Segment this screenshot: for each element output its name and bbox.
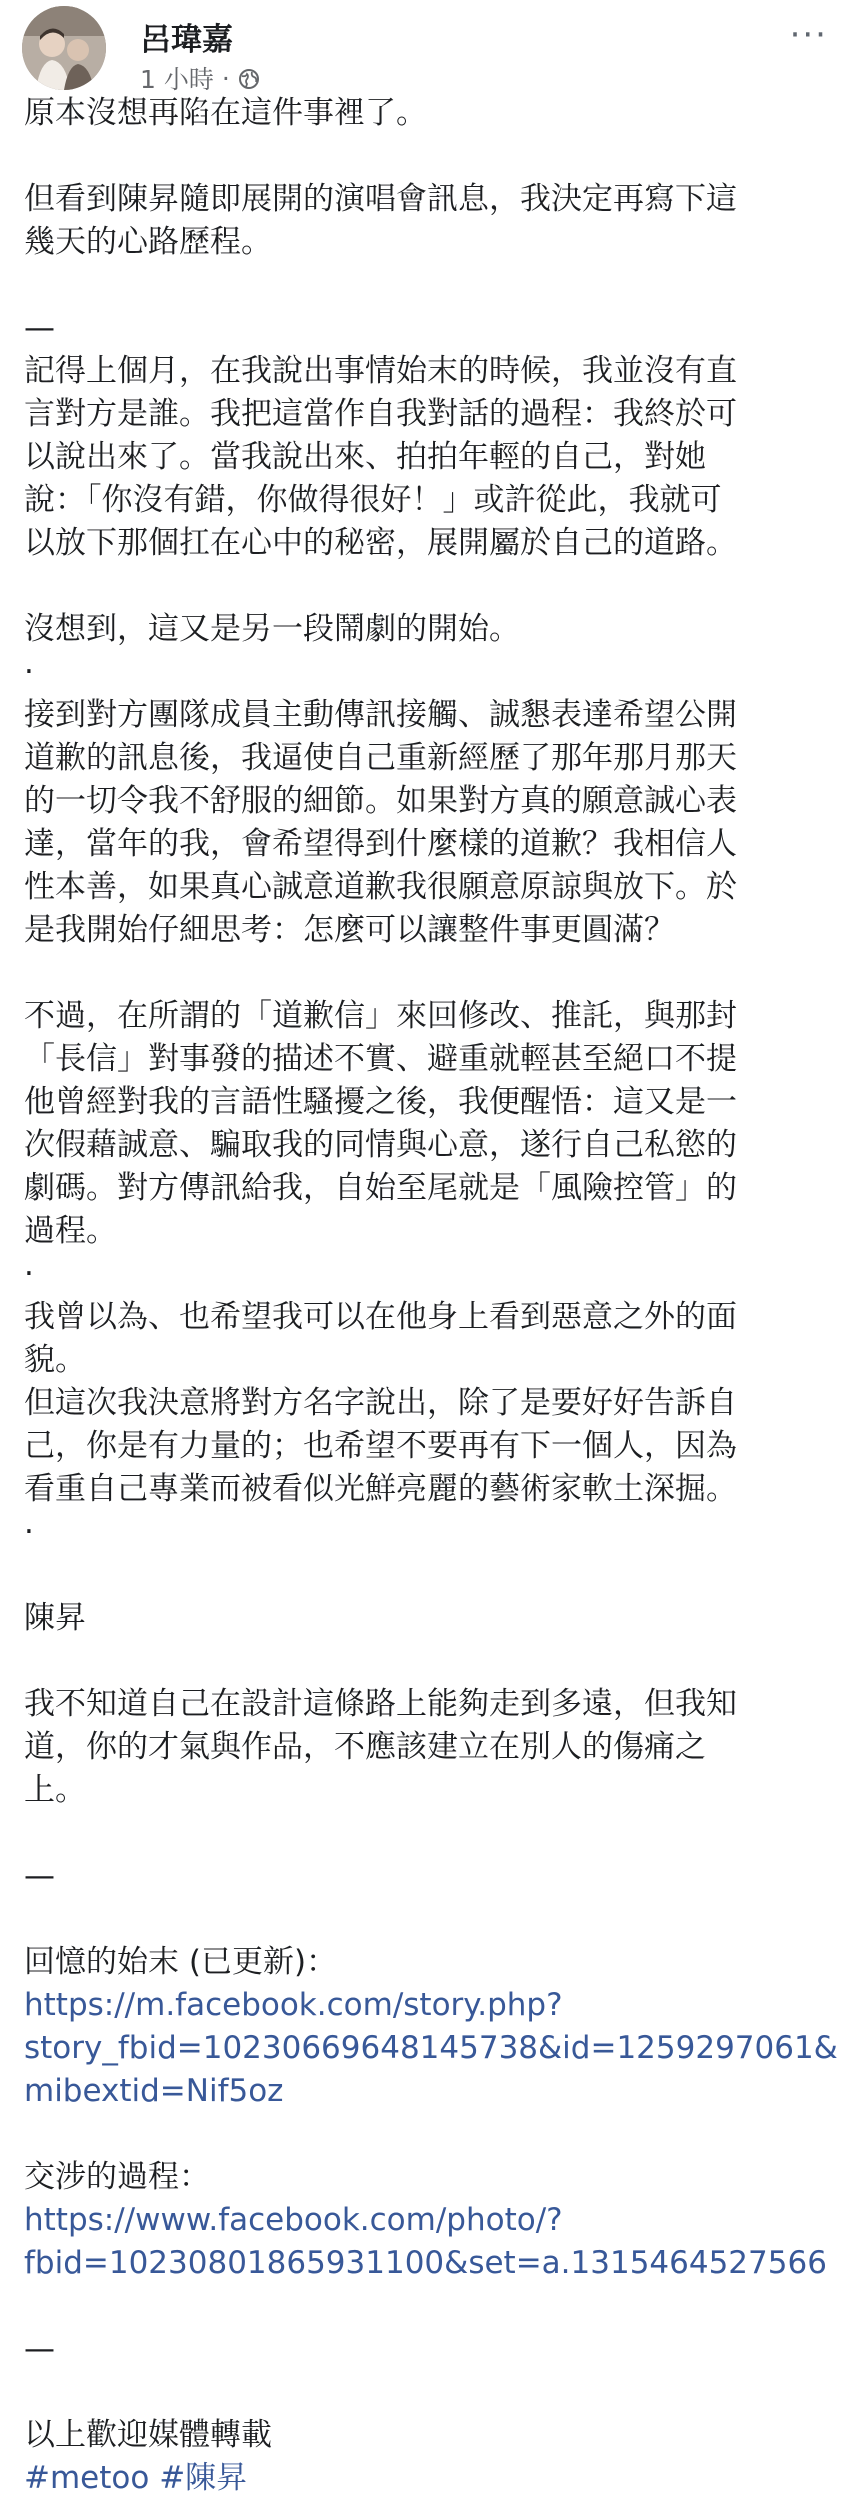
spacer: [24, 2285, 824, 2328]
paragraph: 原本沒想再陷在這件事裡了。: [24, 95, 427, 131]
paragraph: 不過，在所謂的「道歉信」來回修改、推託，與那封 「長信」對事發的描述不實、避重就輕甚至絕口不提 他曾經對我的言語性騷擾之後，我便醒悟：這又是一 次假藉誠意、騙取我的同情與心意，遂行自己私慾的 劇碼。對方傳訊給我，自始至尾就是「風險控管」的 過程。: [24, 998, 737, 1249]
separator-dot: ·: [24, 654, 34, 690]
paragraph: 交涉的過程：: [24, 2159, 210, 2195]
separator-dot: ·: [24, 1256, 34, 1292]
author-avatar[interactable]: [22, 6, 106, 90]
post-body: [24, 92, 838, 2500]
spacer: [24, 1812, 824, 1855]
post-time[interactable]: 1 小時: [140, 65, 214, 94]
spacer: [24, 2371, 824, 2414]
paragraph: 但看到陳昇隨即展開的演唱會訊息，我決定再寫下這 幾天的心路歷程。: [24, 181, 737, 260]
hashtag-chen-sheng[interactable]: #陳昇: [159, 2460, 248, 2496]
paragraph: 但這次我決意將對方名字說出，除了是要好好告訴自 己，你是有力量的；也希望不要再有下一個人，因為 看重自己專業而被看似光鮮亮麗的藝術家軟土深掘。: [24, 1385, 737, 1507]
paragraph: 接到對方團隊成員主動傳訊接觸、誠懇表達希望公開 道歉的訊息後，我逼使自己重新經歷了那年那月那天 的一切令我不舒服的細節。如果對方真的願意誠心表 達，當年的我，會希望得到什麼樣的道歉？我相信人 性本善，如果真心誠意道歉我很願意原諒與放下。於 是我開始仔細思考：怎麼可以讓整件事更圓滿？: [24, 697, 737, 948]
author-name[interactable]: 呂瑋嘉: [140, 22, 233, 58]
post-header: [22, 6, 828, 94]
paragraph: 回憶的始末 (已更新)：: [24, 1944, 338, 1980]
meta-separator: ·: [221, 63, 230, 93]
spacer: [24, 264, 824, 307]
spacer: [24, 1640, 824, 1683]
paragraph: 記得上個月，在我說出事情始末的時候，我並沒有直 言對方是誰。我把這當作自我對話的過程：我終於可 以說出來了。當我說出來、拍拍年輕的自己，對她 說：「你沒有錯，你做得很好！」或許從此，我就可 以放下那個扛在心中的秘密，展開屬於自己的道路。: [24, 353, 737, 561]
post-meta: [140, 60, 260, 96]
photo-link[interactable]: https://www.facebook.com/photo/? fbid=10230801865931100&set=a.1315464527566: [24, 2202, 827, 2281]
paragraph: 我曾以為、也希望我可以在他身上看到惡意之外的面 貌。: [24, 1299, 737, 1378]
divider-dash: —: [24, 1858, 55, 1894]
spacer: [24, 135, 824, 178]
globe-icon: [238, 67, 260, 89]
spacer: [24, 952, 824, 995]
story-link[interactable]: https://m.facebook.com/story.php? story_fbid=10230669648145738&id=1259297061& mibextid=Nif5oz: [24, 1987, 838, 2109]
spacer: [24, 2113, 824, 2156]
divider-dash: —: [24, 2331, 55, 2367]
spacer: [24, 1898, 824, 1941]
spacer: [24, 1554, 824, 1597]
spacer: [24, 565, 824, 608]
separator-dot: ·: [24, 1514, 34, 1550]
paragraph: 我不知道自己在設計這條路上能夠走到多遠，但我知 道，你的才氣與作品，不應該建立在別人的傷痛之 上。: [24, 1686, 737, 1808]
paragraph: 沒想到，這又是另一段鬧劇的開始。: [24, 611, 520, 647]
divider-dash: —: [24, 310, 55, 346]
paragraph: 以上歡迎媒體轉載: [24, 2417, 272, 2453]
paragraph: 陳昇: [24, 1600, 86, 1636]
hashtags: [24, 2457, 824, 2500]
hashtag-metoo[interactable]: #metoo: [24, 2460, 150, 2496]
more-options-icon[interactable]: ···: [789, 15, 828, 55]
